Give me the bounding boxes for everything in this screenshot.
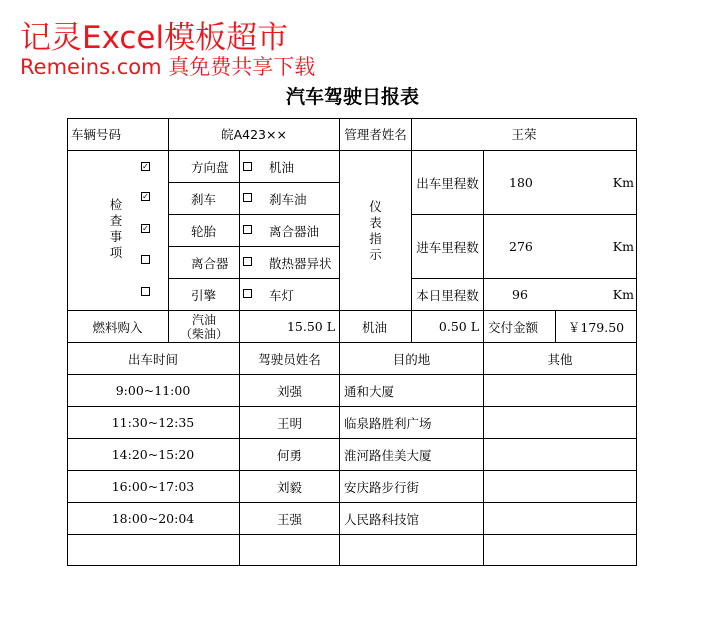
- checkbox-brake-oil[interactable]: [243, 193, 252, 202]
- table-row-destination[interactable]: 通和大厦: [340, 375, 484, 407]
- checkbox-clutch[interactable]: [141, 255, 150, 264]
- table-row-time[interactable]: 18:00~20:04: [67, 503, 240, 535]
- start-mileage-value[interactable]: 180 Km: [484, 151, 637, 215]
- gasoline-label: 汽油 （柴油）: [169, 311, 240, 343]
- checkbox-engine-oil[interactable]: [243, 162, 252, 171]
- unit-km: Km: [612, 287, 634, 302]
- meter-label: 仪 表 指 示: [369, 198, 382, 262]
- table-row-other[interactable]: [484, 535, 637, 566]
- manager-value[interactable]: 王荣: [412, 118, 637, 151]
- table-row-time[interactable]: 9:00~11:00: [67, 375, 240, 407]
- table-row-driver[interactable]: 刘强: [240, 375, 340, 407]
- item-engine: 引擎: [169, 279, 240, 311]
- end-mileage-label: 进车里程数: [412, 215, 484, 279]
- table-row-other[interactable]: [484, 375, 637, 407]
- start-mileage-label: 出车里程数: [412, 151, 484, 215]
- col-header-other: 其他: [484, 343, 637, 375]
- unit-km: Km: [612, 239, 634, 254]
- manager-label: 管理者姓名: [340, 118, 412, 151]
- table-row-time[interactable]: [67, 535, 240, 566]
- col-header-driver: 驾驶员姓名: [240, 343, 340, 375]
- table-row-time[interactable]: 16:00~17:03: [67, 471, 240, 503]
- table-row-driver[interactable]: [240, 535, 340, 566]
- engine-oil-label: 机油: [340, 311, 412, 343]
- table-row-driver[interactable]: 刘毅: [240, 471, 340, 503]
- checkbox-radiator[interactable]: [243, 257, 252, 266]
- plate-label: 车辆号码: [67, 118, 169, 151]
- table-row-driver[interactable]: 王强: [240, 503, 340, 535]
- checkbox-steering[interactable]: ✓: [142, 162, 149, 171]
- checkbox-brake[interactable]: ✓: [142, 192, 149, 201]
- meter-label-cell: [340, 151, 412, 311]
- table-row-destination[interactable]: 淮河路佳美大厦: [340, 439, 484, 471]
- engine-oil-value[interactable]: 0.50 L: [412, 311, 484, 343]
- table-row-other[interactable]: [484, 503, 637, 535]
- table-row-destination[interactable]: 人民路科技馆: [340, 503, 484, 535]
- checkbox-clutch-oil[interactable]: [243, 225, 252, 234]
- plate-value[interactable]: 皖A423××: [169, 118, 340, 151]
- table-row-time[interactable]: 11:30~12:35: [67, 407, 240, 439]
- end-mileage-value[interactable]: 276 Km: [484, 215, 637, 279]
- daily-mileage-value[interactable]: 96 Km: [484, 279, 637, 311]
- payment-value[interactable]: ￥179.50: [556, 311, 637, 343]
- table-row-other[interactable]: [484, 439, 637, 471]
- table-row-other[interactable]: [484, 407, 637, 439]
- col-header-time: 出车时间: [67, 343, 240, 375]
- page-title: 汽车驾驶日报表: [285, 86, 419, 108]
- fuel-label: 燃料购入: [67, 311, 169, 343]
- daily-mileage-label: 本日里程数: [412, 279, 484, 311]
- table-row-time[interactable]: 14:20~15:20: [67, 439, 240, 471]
- checkbox-engine[interactable]: [141, 287, 150, 296]
- col-header-destination: 目的地: [340, 343, 484, 375]
- unit-km: Km: [612, 175, 634, 190]
- item-clutch: 离合器: [169, 247, 240, 279]
- watermark-subtitle: Remeins.com 真免费共享下载: [20, 55, 316, 79]
- table-row-destination[interactable]: 临泉路胜利广场: [340, 407, 484, 439]
- checkbox-lights[interactable]: [243, 289, 252, 298]
- item-radiator: 散热器异状: [240, 247, 340, 279]
- item-tire: 轮胎: [169, 215, 240, 247]
- item-brake-oil: 刹车油: [240, 183, 340, 215]
- checkbox-tire[interactable]: ✓: [142, 224, 149, 233]
- item-steering: 方向盘: [169, 151, 240, 183]
- table-row-destination[interactable]: 安庆路步行街: [340, 471, 484, 503]
- watermark-title: 记灵Excel模板超市: [20, 20, 289, 56]
- item-brake: 刹车: [169, 183, 240, 215]
- inspection-label: 检 查 事 项: [109, 197, 123, 260]
- item-lights: 车灯: [240, 279, 340, 311]
- inspection-label-cell: [67, 151, 169, 311]
- table-row-driver[interactable]: 何勇: [240, 439, 340, 471]
- gasoline-value[interactable]: 15.50 L: [240, 311, 340, 343]
- table-row-destination[interactable]: [340, 535, 484, 566]
- table-row-driver[interactable]: 王明: [240, 407, 340, 439]
- payment-label: 交付金额: [484, 311, 556, 343]
- item-clutch-oil: 离合器油: [240, 215, 340, 247]
- daily-report-table: [67, 118, 637, 566]
- table-row-other[interactable]: [484, 471, 637, 503]
- item-engine-oil: 机油: [240, 151, 340, 183]
